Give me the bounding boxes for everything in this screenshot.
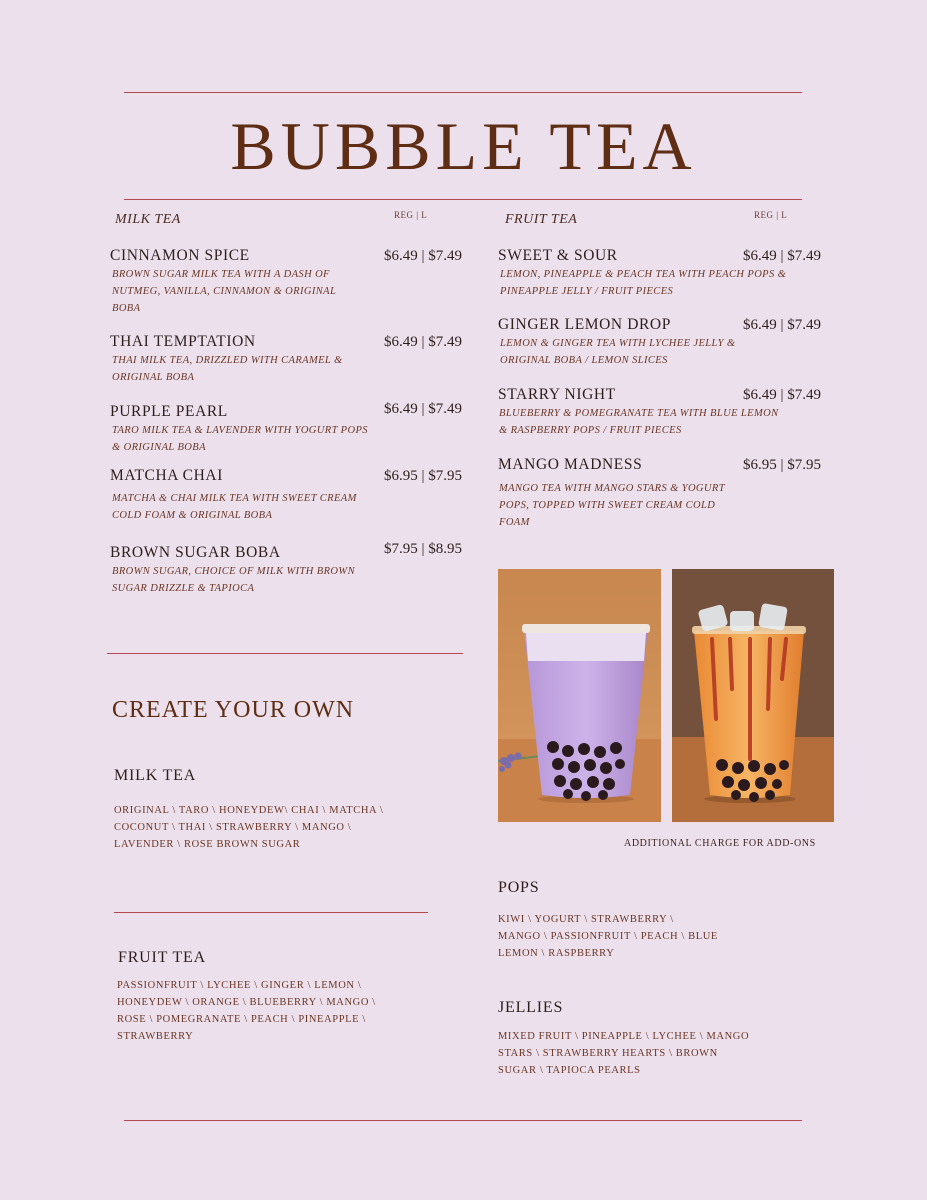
item-name: SWEET & SOUR (498, 247, 618, 264)
page-title: BUBBLE TEA (230, 108, 697, 184)
item-price: $6.49 | $7.49 (383, 248, 462, 264)
menu-item-brown-sugar-boba (110, 541, 465, 597)
item-name: MATCHA CHAI (110, 467, 223, 484)
create-milk-tea-heading: MILK TEA (114, 767, 197, 784)
fruit-tea-heading: FRUIT TEA (505, 212, 578, 227)
item-price: $7.95 | $8.95 (383, 541, 462, 557)
create-your-own-heading: CREATE YOUR OWN (112, 697, 355, 723)
taro-milk-tea-photo (498, 569, 661, 822)
pops-options: KIWI \ YOGURT \ STRAWBERRY \ MANGO \ PASSIONFRUIT \ PEACH \ BLUE LEMON \ RASPBERRY (498, 914, 718, 959)
item-price: $6.49 | $7.49 (742, 248, 821, 264)
item-price: $6.49 | $7.49 (383, 401, 462, 417)
item-name: THAI TEMPTATION (110, 333, 256, 350)
menu-item-mango-madness (498, 456, 824, 531)
item-price: $6.95 | $7.95 (383, 468, 462, 484)
item-name: BROWN SUGAR BOBA (110, 544, 281, 561)
item-description: MATCHA & CHAI MILK TEA WITH SWEET CREAM COLD FOAM & ORIGINAL BOBA (112, 493, 357, 521)
item-description: BLUEBERRY & POMEGRANATE TEA WITH BLUE LEMON & RASPBERRY POPS / FRUIT PIECES (499, 408, 779, 436)
item-description: TARO MILK TEA & LAVENDER WITH YOGURT POPS & ORIGINAL BOBA (112, 425, 368, 453)
title-divider (124, 199, 802, 200)
milk-tea-base-options: ORIGINAL \ TARO \ HONEYDEW\ CHAI \ MATCHA \ COCONUT \ THAI \ STRAWBERRY \ MANGO \ LAVENDER \ ROSE BROWN SUGAR (114, 805, 384, 850)
milk-tea-heading: MILK TEA (115, 212, 181, 227)
item-price: $6.49 | $7.49 (383, 334, 462, 350)
item-description: LEMON, PINEAPPLE & PEACH TEA WITH PEACH POPS & PINEAPPLE JELLY / FRUIT PIECES (500, 269, 787, 297)
item-description: BROWN SUGAR MILK TEA WITH A DASH OF NUTMEG, VANILLA, CINNAMON & ORIGINAL BOBA (112, 269, 337, 314)
item-description: MANGO TEA WITH MANGO STARS & YOGURT POPS, TOPPED WITH SWEET CREAM COLD FOAM (499, 483, 725, 528)
item-description: BROWN SUGAR, CHOICE OF MILK WITH BROWN SUGAR DRIZZLE & TAPIOCA (112, 566, 355, 594)
milk-tea-divider (107, 653, 463, 654)
item-description: LEMON & GINGER TEA WITH LYCHEE JELLY & ORIGINAL BOBA / LEMON SLICES (500, 338, 736, 366)
menu-item-purple-pearl (110, 403, 465, 456)
item-name: GINGER LEMON DROP (498, 316, 671, 333)
jellies-options: MIXED FRUIT \ PINEAPPLE \ LYCHEE \ MANGO STARS \ STRAWBERRY HEARTS \ BROWN SUGAR \ TAPIOCA PEARLS (498, 1031, 750, 1076)
menu-item-ginger-lemon-drop (498, 316, 824, 369)
bottom-divider (124, 1120, 802, 1121)
menu-item-matcha-chai (110, 467, 465, 524)
fruit-tea-base-options: PASSIONFRUIT \ LYCHEE \ GINGER \ LEMON \ HONEYDEW \ ORANGE \ BLUEBERRY \ MANGO \ ROSE \ POMEGRANATE \ PEACH \ PINEAPPLE \ STRAWBERRY (117, 980, 376, 1042)
menu-item-starry-night (498, 386, 824, 439)
create-fruit-tea-heading: FRUIT TEA (118, 949, 206, 966)
jellies-heading: JELLIES (498, 999, 564, 1016)
item-name: STARRY NIGHT (498, 386, 616, 403)
top-divider (124, 92, 802, 93)
item-name: MANGO MADNESS (498, 456, 643, 473)
menu-item-cinnamon-spice (110, 247, 465, 317)
menu-item-sweet-and-sour (498, 247, 824, 300)
fruit-tea-size-header: REG | L (754, 210, 788, 220)
menu-item-thai-temptation (110, 333, 465, 386)
item-price: $6.49 | $7.49 (742, 317, 821, 333)
item-name: CINNAMON SPICE (110, 247, 250, 264)
item-description: THAI MILK TEA, DRIZZLED WITH CARAMEL & ORIGINAL BOBA (112, 355, 343, 383)
create-divider (114, 912, 428, 913)
thai-tea-photo (672, 569, 834, 822)
item-price: $6.49 | $7.49 (742, 387, 821, 403)
item-name: PURPLE PEARL (110, 403, 228, 420)
pops-heading: POPS (498, 879, 540, 896)
milk-tea-size-header: REG | L (394, 210, 428, 220)
addons-note: ADDITIONAL CHARGE FOR ADD-ONS (624, 838, 816, 849)
item-price: $6.95 | $7.95 (742, 457, 821, 473)
